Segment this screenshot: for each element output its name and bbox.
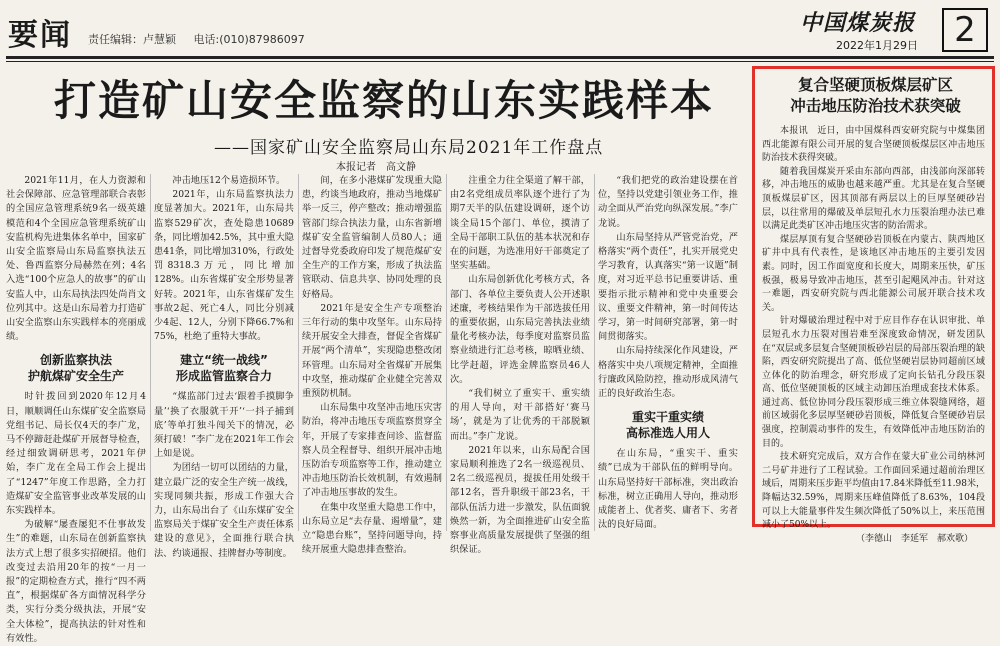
- column-divider: [298, 174, 299, 531]
- page-number: 2: [942, 8, 988, 52]
- paragraph: “煤监部门过去‘跟着手摸脚争量’‘换了衣服就干开’‘一抖子捕到底’等单打独斗闯关下的情况，必须打破！”李广龙在2021年工作会上如是说。: [154, 391, 294, 460]
- paragraph: 山东局创新优化考核方式，各部门、各单位主要负责人公开述职述廉，考核结果作为干部选拔任用的重要依据，山东局完善执法业绩量化考核办法，每季度对监察员监察业绩进行汇总考核，晾晒业绩、比学赶超，评选金牌监察员46人次。: [450, 274, 590, 385]
- paragraph: 山东局持续深化作风建设，严格落实中央八项规定精神，全面推行廉政风险防控，推动形成风清气正的良好政治生态。: [598, 345, 738, 400]
- paragraph: 时针拨回到2020年12月4日，顺顺调任山东煤矿安全监察局党组书记、局长仅4天的李广龙，马不停蹄赶赴煤矿开展督导检查，经过细致调研思考，2021年伊始，李广龙在全局工作会上提出了“1247”年度工作思路，全力打造煤矿安全监管事业改革发展的山东实践样本。: [6, 391, 146, 517]
- column-divider: [446, 174, 447, 531]
- paragraph: 注重全力往全渠道了解干部，由2名党组成员率队逐个进行了为期7天半的队伍建设调研，逐个访谈全局15个部门、单位，摸清了全局干部职工队伍的基本状况和存在的问题，为选准用好干部奠定了坚实基础。: [450, 175, 590, 272]
- paragraph: 在山东局，“重实干、重实绩”已成为干部队伍的鲜明导向。山东局坚持好干部标准，突出政治标准，树立正确用人导向，推动形成能者上、优者奖、庸者下、劣者汰的良好局面。: [598, 448, 738, 531]
- header-rule-thin: [6, 61, 994, 62]
- paragraph: 2021年，山东局监察执法力度显著加大。2021年，山东局共监察529矿次，查处隐患10689条，同比增加42.5%，其中重大隐患41条，同比增加310%，行政处罚8318.3万元，同比增加128%。山东省煤矿安全形势显著好转。2021年，山东省煤矿发生事故2起、死亡4人，同比分别减少4起、12人，分别下降66.7%和75%，杜绝了重特大事故。: [154, 189, 294, 343]
- editor-name: 责任编辑：卢慧颖: [88, 33, 176, 46]
- header-rule: [6, 56, 994, 59]
- paragraph: 冲击地压12个易造损环节。: [172, 175, 286, 186]
- paragraph: “我们把党的政治建设摆在首位，坚持以党建引领业务工作，推动全面从严治党向纵深发展。”李广龙说。: [598, 175, 738, 229]
- editor-line: [88, 31, 319, 47]
- sidebar-paragraph: 随着我国煤炭开采由东部向西部，由浅部向深部转移，冲击地压的威胁也越来越严重。尤其是在复合坚硬顶板煤层矿区，因其顶部有两层以上的巨厚坚硬砂岩层，以往常用的爆破及单层短孔水力压裂治理办法已难以满足此类矿区冲击地压灾害的防治需求。: [762, 166, 985, 232]
- sidebar-authors: （李德山 李延军 郝欢歌）: [855, 533, 973, 544]
- paragraph: 在集中攻坚重大隐患工作中，山东局立足“去存量、遏增量”，建立“隐患台账”，坚持问题导向，持续开展重大隐患排查整治。: [302, 501, 442, 556]
- sub-headline: ——国家矿山安全监察局山东局2021年工作盘点: [214, 138, 604, 158]
- paragraph: “我们树立了重实干、重实绩的用人导向，对干部搭好‘赛马场’，就是为了让优秀的干部脱颖而出。”李广龙说。: [450, 388, 590, 442]
- sidebar-headline: [755, 69, 992, 121]
- editor-phone: 电话:(010)87986097: [193, 33, 305, 46]
- paragraph: 山东局集中攻坚冲击地压灾害防治，将冲击地压专项监察贯穿全年，开展了专家排查问诊、监督监察人员全程督导、组织开展冲击地压防治专项监察等工作，推动建立冲击地压防治长效机制，有效遏制了冲击地压事故的发生。: [302, 402, 442, 499]
- article-column-1: [6, 174, 146, 644]
- sidebar-article: [752, 66, 995, 544]
- sidebar-headline-text: 复合坚硬顶板煤层矿区 冲击地压防治技术获突破: [790, 76, 961, 115]
- issue-date: 2022年1月29日: [836, 39, 918, 52]
- column-divider: [594, 174, 595, 531]
- article-subhead: 建立“统一战线” 形成监管监察合力: [175, 353, 272, 384]
- byline: 本报记者 高文静: [336, 162, 416, 173]
- sidebar-body: [755, 121, 992, 546]
- article-body: [6, 174, 746, 644]
- sidebar-paragraph: 煤层厚顶有复合坚硬砂岩顶板在内蒙古、陕西地区矿井中具有代表性，是该地区冲击地压的主要引发因素。同时，因工作面宽度和长度大，周期来压快，矿压板强，极易导致冲击地压，甚至引起飓风冲击。针对这一难题，西安研究院与西北能源公司展开联合技术攻关。: [762, 234, 985, 313]
- article-subhead: 创新监察执法 护航煤矿安全生产: [27, 353, 124, 384]
- paper-name-logo: 中国煤炭报: [800, 10, 916, 36]
- article-subhead: 重实干重实绩 高标准选人用人: [625, 410, 710, 441]
- section-title: 要闻: [8, 18, 72, 53]
- paragraph: 2021年以来，山东局配合国家局顺利推选了2名一级巡视员、2名二级巡视员，提拔任用处级干部12名，晋升职级干部23名，干部队伍活力进一步激发，队伍面貌焕然一新，为全面推进矿山安全监察事业高质量发展提供了坚强的组织保证。: [450, 444, 590, 556]
- article-column-3: [302, 174, 442, 556]
- sidebar-paragraph: 本报讯 近日，由中国煤科西安研究院与中煤集团西北能源有限公司开展的复合坚硬顶板煤层区冲击地压防治技术获得突破。: [762, 126, 985, 164]
- column-divider: [150, 174, 151, 531]
- paragraph: 为破解“屡查屡犯不仕事故发生”的难题，山东局在创新监察执法方式上想了很多实招硬招。他们改变过去沿用20年的按“一月一报”的定期检查方式，推行“四不两直”，根据煤矿各方面情况科学分类，实行分类分级执法，开展“安全大体检”，提高执法的针对性和有效性。: [6, 519, 146, 644]
- article-column-4: [450, 174, 590, 556]
- article-column-5: [598, 174, 738, 531]
- paragraph: 山东局坚持从严管党治党，严格落实“两个责任”，扎实开展党史学习教育，认真落实“第一议题”制度，对习近平总书记重要讲话、重要指示批示精神和党中央重要会议、重要文件精神，第一时间传达学习，第一时间研究部署，第一时间贯彻落实。: [598, 231, 738, 343]
- paragraph: 间，在多小港煤矿发现重大隐患，约谈当地政府，推动当地煤矿举一反三，停产整改；推动增强监管部门综合执法力量，山东省新增煤矿安全监管编制人员80人；通过督导党委政府印发了规范煤矿安全生产的工作方案，形成了执法监管联动、信息共享、协同处理的良好格局。: [302, 175, 442, 300]
- sidebar-paragraph: 针对爆破治理过程中对于应目作存在认识审批、单层短孔水力压裂对围岩难至深度致命情况，研发团队在“双层或多层复合坚硬顶板砂岩层的局部压裂治理的缺陷，西安研究院提出了高、低位坚硬岩层协同超前区域立体化的防治理念，研究形成了定向长钻孔分段压裂高、低位坚硬顶板的区域主动卸压治理成套技术体系。通过高、低位协同分段压裂形成三维立体裂缝网络，超前区域弱化多层厚坚硬砂岩顶板，降低复合坚硬砂岩层强度，控制震动事件的发生，有效降低冲击地压防治的目的。: [762, 316, 985, 449]
- masthead: [0, 0, 1000, 58]
- article-column-2: [154, 174, 294, 559]
- paragraph: 2021年是安全生产专项整治三年行动的集中攻坚年。山东局持续开展安全大排查，督促全省煤矿开展“两个清单”，实现隐患整改闭环管理。山东局对全省煤矿开展集中攻坚，推动煤矿企业健全完善双重预防机制。: [302, 302, 442, 400]
- main-headline: 打造矿山安全监察的山东实践样本: [54, 76, 715, 125]
- paragraph: 为团结一切可以团结的力量，建立最广泛的安全生产统一战线，实现同频共振，形成工作强大合力，山东局出台了《山东煤矿安全监察局关于煤矿安全生产责任体系建设的意见》，全面推行联合执法、约谈通报、挂牌督办等制度。: [154, 462, 294, 559]
- paragraph: 2021年11月，在人力资源和社会保障部、应急管理部联合表彰的全国应急管理系统9名一级英雄模范和4个全国应急管理系统矿山安监机构先进集体名单中，国家矿山安全监察局山东局监察执法五处、鲁西监察分局赫然在列；4名入选“100个应急人的故事”的矿山安监人中，山东局执法四处尚肖文位列其中。这是山东局着力打造矿山安全监察山东实践样本的亮丽成绩。: [6, 175, 146, 343]
- sidebar-paragraph: 技术研究完成后，双方合作在蒙大矿业公司纳林河二号矿井进行了工程试验。工作面回采通过超前治理区域后，周期来压步距平均值由17.84米降低至11.98米，降幅达32.59%，周期来压峰值降低了8.63%，104段可以上大能量事件发生频次降低了50%以上，来压范围减小了50%以上。: [762, 452, 985, 531]
